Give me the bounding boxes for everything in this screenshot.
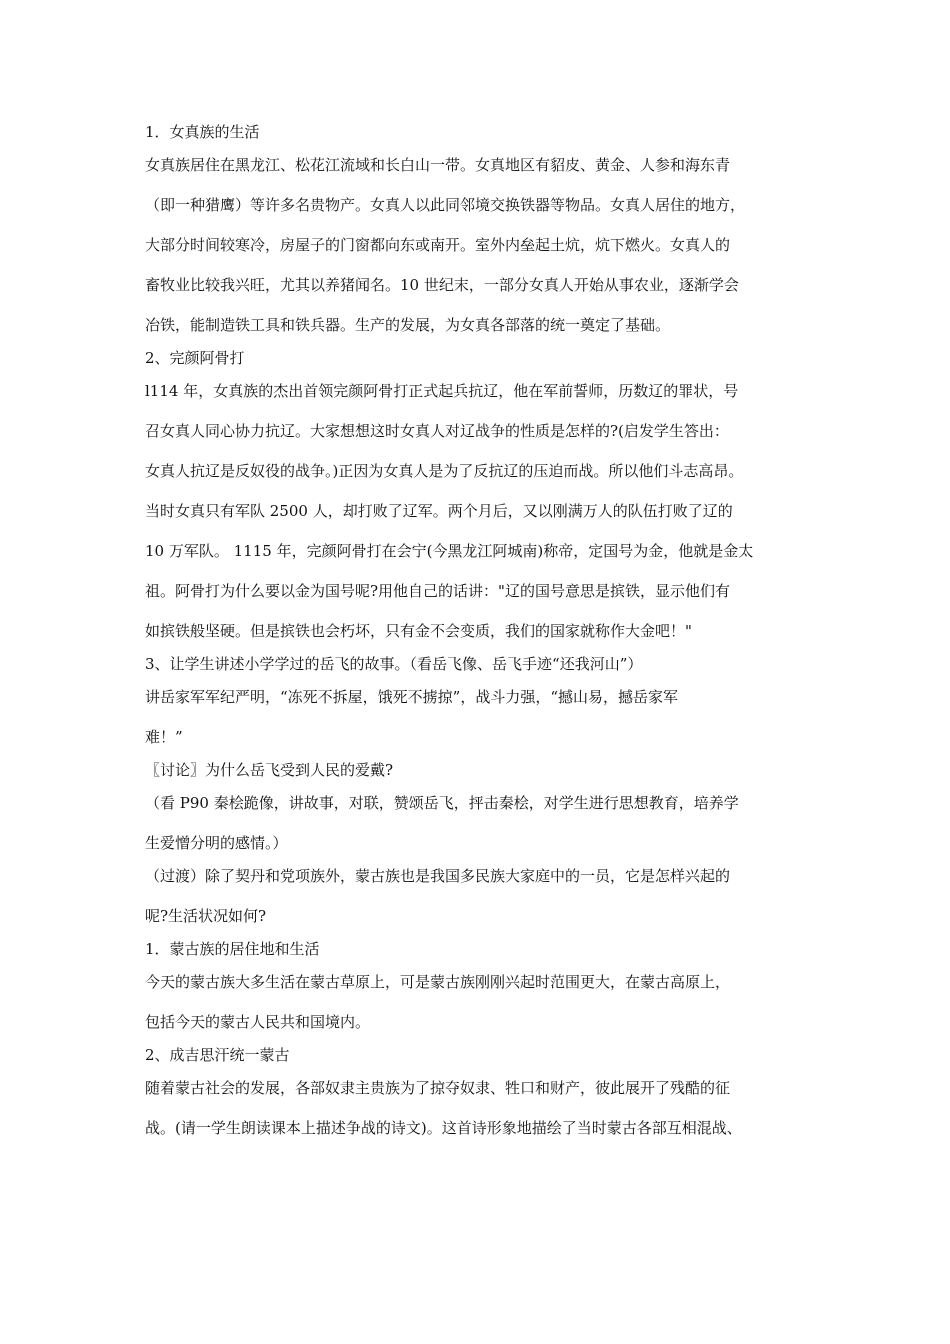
paragraph-line: 大部分时间较寒冷，房屋子的门窗都向东或南开。室外内垒起土炕，炕下燃火。女真人的	[145, 236, 731, 254]
paragraph-line: 呢?生活状况如何?	[145, 907, 267, 925]
paragraph-line: l114 年，女真族的杰出首领完颜阿骨打正式起兵抗辽，他在军前誓师，历数辽的罪状，号	[145, 382, 739, 400]
paragraph-line: 今天的蒙古族大多生活在蒙古草原上，可是蒙古族刚刚兴起时范围更大，在蒙古高原上，	[145, 973, 731, 991]
paragraph-line: （看 P90 秦桧跪像，讲故事，对联，赞颂岳飞，抨击秦桧，对学生进行思想教育，培养学	[145, 794, 739, 812]
paragraph-line: 祖。阿骨打为什么要以金为国号呢?用他自己的话讲："辽的国号意思是摈铁，显示他们有	[145, 582, 730, 600]
heading-yue-fei-story: 3、让学生讲述小学学过的岳飞的故事。（看岳飞像、岳飞手迹“还我河山”）	[145, 655, 643, 673]
paragraph-line: 讲岳家军军纪严明，“冻死不拆屋，饿死不掳掠”，战斗力强，“撼山易，撼岳家军	[145, 688, 679, 706]
heading-mongol-life: 1．蒙古族的居住地和生活	[145, 940, 320, 958]
paragraph-line: 包括今天的蒙古人民共和国境内。	[145, 1013, 371, 1031]
paragraph-line: 如摈铁般坚硬。但是摈铁也会朽坏，只有金不会变质，我们的国家就称作大金吧！"	[145, 622, 692, 640]
paragraph-line: 生爱憎分明的感情。）	[145, 834, 288, 852]
paragraph-line: 召女真人同心协力抗辽。大家想想这时女真人对辽战争的性质是怎样的?(启发学生答出：	[145, 422, 729, 440]
paragraph-line: 随着蒙古社会的发展，各部奴隶主贵族为了掠夺奴隶、牲口和财产，彼此展开了残酷的征	[145, 1079, 731, 1097]
transition-line: （过渡）除了契丹和党项族外，蒙古族也是我国多民族大家庭中的一员，它是怎样兴起的	[145, 867, 731, 885]
paragraph-line: 畜牧业比较我兴旺，尤其以养猪闻名。10 世纪末，一部分女真人开始从事农业，逐渐学会	[145, 276, 739, 294]
paragraph-line: 女真族居住在黑龙江、松花江流域和长白山一带。女真地区有貂皮、黄金、人参和海东青	[145, 156, 731, 174]
paragraph-line: 战。(请一学生朗读课本上描述争战的诗文)。这首诗形象地描绘了当时蒙古各部互相混战、	[145, 1119, 742, 1137]
paragraph-line: 10 万军队。 1115 年，完颜阿骨打在会宁(今黑龙江阿城南)称帝，定国号为金，他就是金太	[145, 542, 754, 560]
paragraph-line: 当时女真只有军队 2500 人，却打败了辽军。两个月后，又以刚满万人的队伍打败了辽的	[145, 502, 733, 520]
paragraph-line: 冶铁，能制造铁工具和铁兵器。生产的发展，为女真各部落的统一奠定了基础。	[145, 316, 671, 334]
paragraph-line: 女真人抗辽是反奴役的战争。)正因为女真人是为了反抗辽的压迫而战。所以他们斗志高昂。	[145, 462, 744, 480]
discussion-heading: 〖讨论〗为什么岳飞受到人民的爱戴?	[145, 761, 394, 779]
document-body	[145, 122, 815, 1139]
paragraph-line: （即一种猎鹰）等许多名贵物产。女真人以此同邻境交换铁器等物品。女真人居住的地方，	[145, 196, 746, 214]
paragraph-line: 难！”	[145, 728, 183, 746]
heading-wanyan-aguda: 2、完颜阿骨打	[145, 349, 245, 367]
heading-genghis-khan: 2、成吉思汗统一蒙古	[145, 1046, 290, 1064]
heading-jurchen-life: 1．女真族的生活	[145, 123, 260, 141]
